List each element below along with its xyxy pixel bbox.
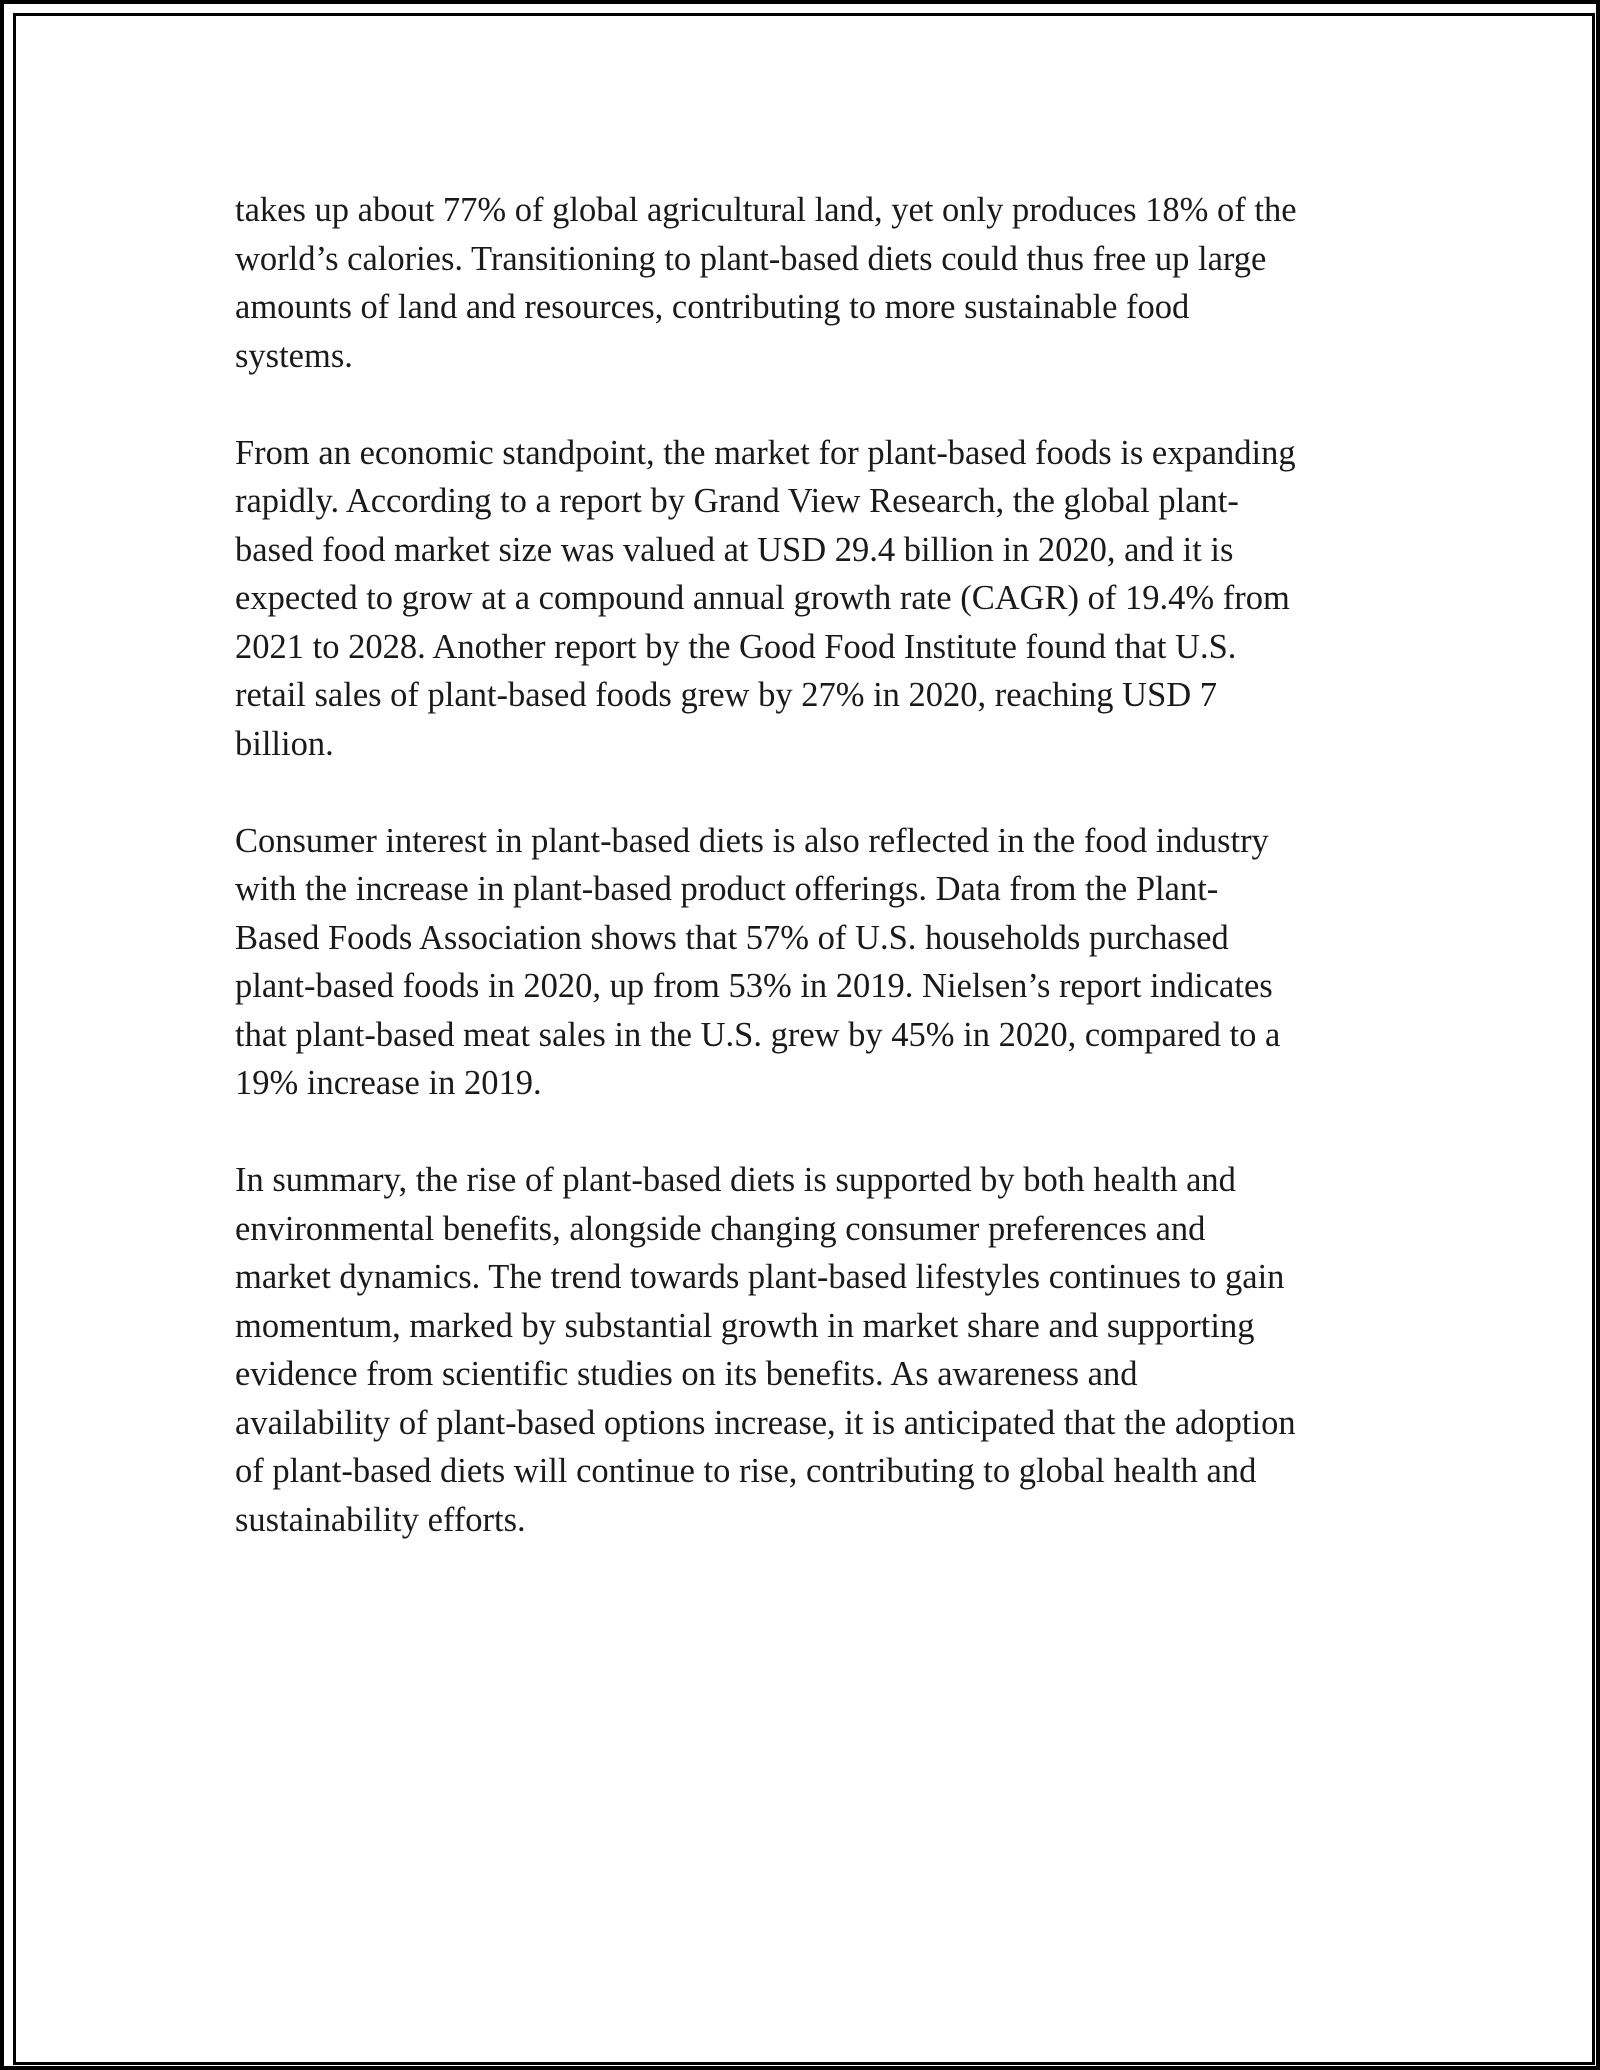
text-line: expected to grow at a compound annual growth rate (CAGR) of 19.4% from xyxy=(235,579,1290,617)
text-line: with the increase in plant-based product offerings. Data from the Plant- xyxy=(235,870,1219,908)
paragraph-summary xyxy=(235,1156,1375,1544)
text-line: of plant-based diets will continue to rise, contributing to global health and xyxy=(235,1452,1257,1490)
text-line: evidence from scientific studies on its benefits. As awareness and xyxy=(235,1355,1138,1393)
paragraph-land-use xyxy=(235,186,1375,380)
text-line: Based Foods Association shows that 57% of U.S. households purchased xyxy=(235,918,1229,957)
text-line: market dynamics. The trend towards plant-based lifestyles continues to gain xyxy=(235,1258,1285,1296)
document-body xyxy=(235,186,1375,1593)
text-line: systems. xyxy=(235,336,353,375)
text-line: availability of plant-based options increase, it is anticipated that the adoption xyxy=(235,1403,1296,1442)
text-line: amounts of land and resources, contributing to more sustainable food xyxy=(235,288,1190,326)
text-line: takes up about 77% of global agricultural land, yet only produces 18% of the xyxy=(235,191,1297,229)
text-line: based food market size was valued at USD 29.4 billion in 2020, and it is xyxy=(235,530,1234,569)
text-line: momentum, marked by substantial growth in market share and supporting xyxy=(235,1306,1255,1345)
text-line: In summary, the rise of plant-based diets is supported by both health and xyxy=(235,1161,1236,1199)
text-line: From an economic standpoint, the market for plant-based foods is expanding xyxy=(235,433,1296,472)
paragraph-economic-market xyxy=(235,429,1375,769)
text-line: billion. xyxy=(235,724,334,763)
text-line: retail sales of plant-based foods grew by 27% in 2020, reaching USD 7 xyxy=(235,676,1218,714)
text-line: 19% increase in 2019. xyxy=(235,1064,542,1102)
text-line: rapidly. According to a report by Grand View Research, the global plant- xyxy=(235,482,1239,520)
text-line: that plant-based meat sales in the U.S. grew by 45% in 2020, compared to a xyxy=(235,1015,1281,1054)
text-line: 2021 to 2028. Another report by the Good Food Institute found that U.S. xyxy=(235,627,1237,666)
text-line: plant-based foods in 2020, up from 53% in 2019. Nielsen’s report indicates xyxy=(235,967,1273,1005)
text-line: sustainability efforts. xyxy=(235,1500,526,1539)
paragraph-consumer-interest xyxy=(235,817,1375,1108)
text-line: world’s calories. Transitioning to plant-based diets could thus free up large xyxy=(235,239,1267,278)
text-line: environmental benefits, alongside changing consumer preferences and xyxy=(235,1209,1206,1248)
text-line: Consumer interest in plant-based diets is also reflected in the food industry xyxy=(235,821,1269,860)
